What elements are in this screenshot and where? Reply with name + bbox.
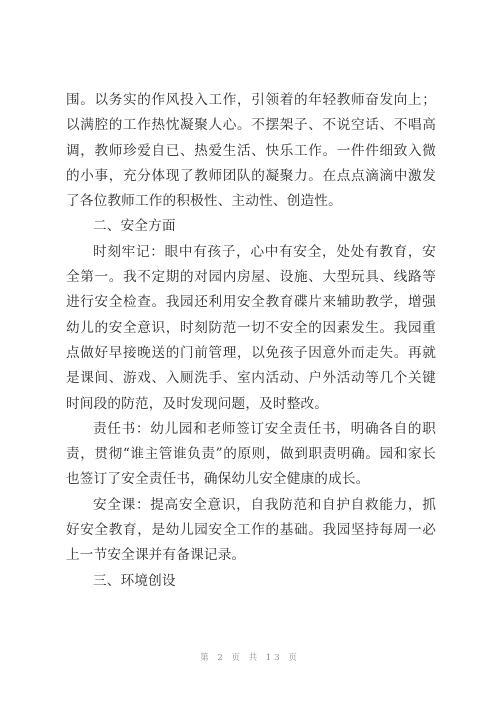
paragraph-responsibility: 责任书：幼儿园和老师签订安全责任书，明确各自的职责，贯彻“谁主管谁负责”的原则，做到职责明确。园和家长也签订了安全责任书，确保幼儿安全健康的成长。 <box>66 420 436 488</box>
paragraph-safety-class: 安全课：提高安全意识，自我防范和自护自救能力，抓好安全教育，是幼儿园安全工作的基础。我园坚持每周一必上一节安全课并有备课记录。 <box>66 496 436 564</box>
page-number-footer: 第 2 页 共 13 页 <box>200 653 300 663</box>
paragraph-safety-awareness: 时刻牢记：眼中有孩子，心中有安全，处处有教育，安全第一。我不定期的对园内房屋、设施、大型玩具、线路等进行安全检查。我园还利用安全教育碟片来辅助教学，增强幼儿的安全意识，时刻防范一切不安全的因素发生。我园重点做好早接晚送的门前管理，以免孩子因意外而走失。再就是课间、游戏、入厕洗手、室内活动、户外活动等几个关键时间段的防范，及时发现问题，及时整改。 <box>66 243 436 412</box>
section-heading-safety: 二、安全方面 <box>93 218 176 235</box>
document-body <box>66 88 436 594</box>
paragraph-continuation: 围。以务实的作风投入工作，引领着的年轻教师奋发向上；以满腔的工作热忱凝聚人心。不摆架子、不说空话、不唱高调，教师珍爱自已、热爱生活、快乐工作。一件件细致入微的小事，充分体现了教师团队的凝聚力。在点点滴滴中激发了各位教师工作的积极性、主动性、创造性。 <box>66 92 436 210</box>
section-heading-environment: 三、环境创设 <box>93 572 176 589</box>
